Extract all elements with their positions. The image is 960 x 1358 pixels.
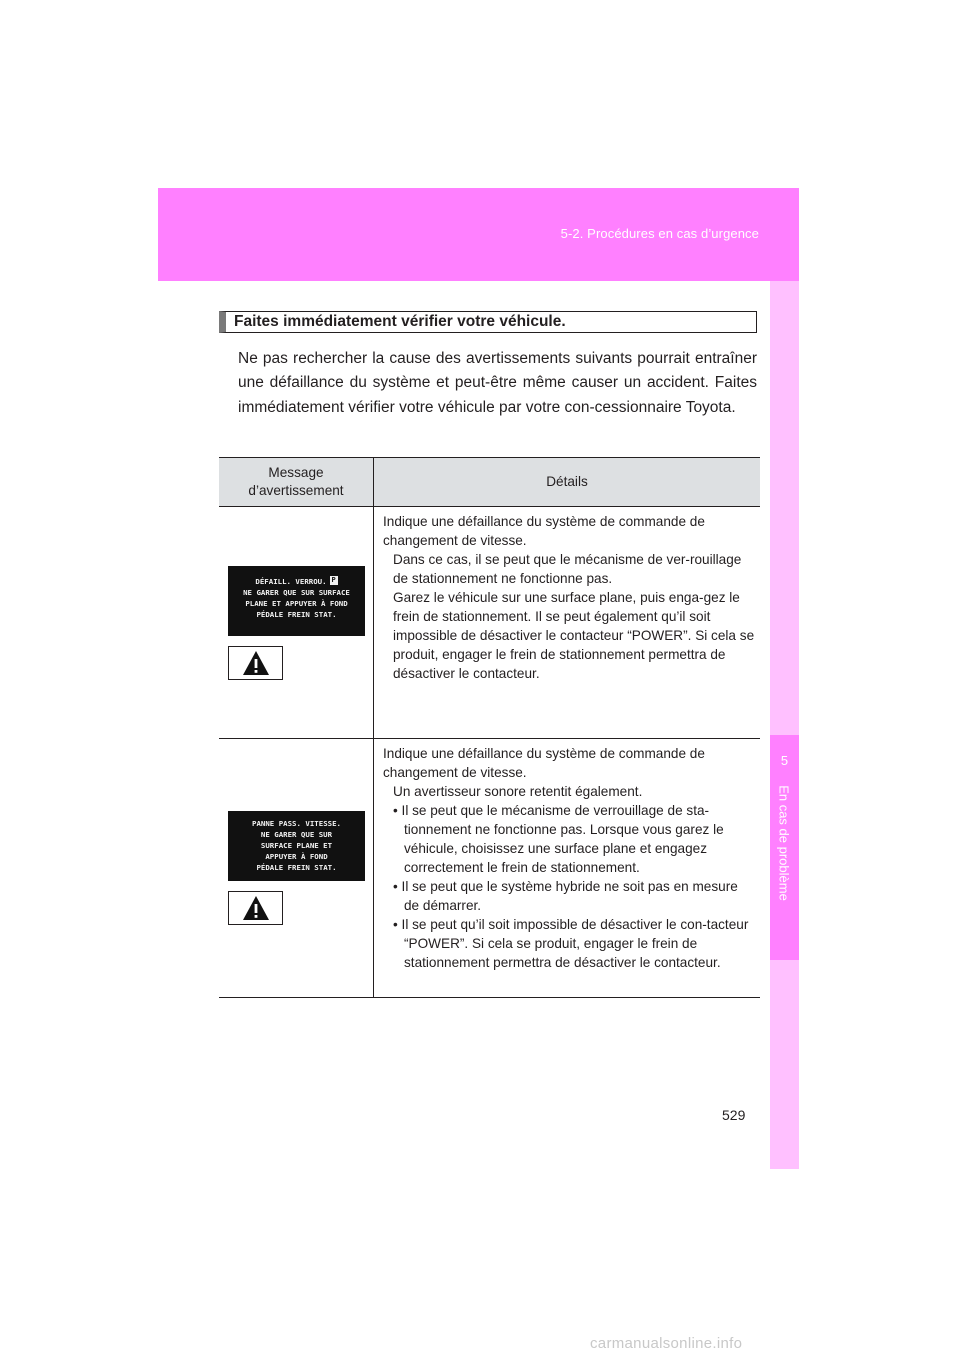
message-cell — [219, 507, 374, 739]
section-heading-text: Faites immédiatement vérifier votre véhicule. — [234, 313, 566, 330]
column-header-details: Détails — [374, 458, 761, 507]
detail-bullet: • Il se peut que le système hybride ne soit pas en mesure de démarrer. — [393, 879, 738, 913]
warning-message-table — [219, 457, 760, 998]
details-cell — [374, 739, 761, 998]
section-label: 5-2. Procédures en cas d’urgence — [560, 226, 759, 241]
table-row — [219, 739, 760, 998]
warning-triangle-icon — [228, 891, 283, 925]
chapter-title-wrap — [770, 0, 799, 1358]
chapter-number: 5 — [780, 753, 789, 768]
section-heading — [219, 311, 757, 333]
parking-badge-icon: P — [331, 575, 336, 584]
screen-text: PANNE PASS. VITESSE. NE GARER QUE SUR SURFACE PLANE ET APPUYER À FOND PÉDALE FREIN STAT. — [252, 819, 341, 872]
detail-line: Un avertisseur sonore retentit également. — [393, 784, 643, 799]
table-row — [219, 507, 760, 739]
intro-paragraph: Ne pas rechercher la cause des avertissements suivants pourrait entraîner une défaillance du système et peut-être même causer un accident. Faites immédiatement vérifier votre véhicule par votre con-cessionnaire Toyota. — [238, 350, 757, 416]
detail-line: Dans ce cas, il se peut que le mécanisme de ver-rouillage de stationnement ne fonctionne pas. — [393, 552, 742, 586]
column-header-message: Message d’avertissement — [219, 458, 374, 507]
message-cell — [219, 739, 374, 998]
chapter-title: En cas de problème — [776, 785, 792, 901]
page-number: 529 — [722, 1107, 746, 1123]
detail-bullet: • Il se peut que le mécanisme de verrouillage de sta-tionnement ne fonctionne pas. Lorsque vous garez le véhicule, choisissez une surface plane et engagez correctement le frein de stationnement. — [393, 803, 724, 875]
watermark: carmanualsonline.info — [590, 1335, 743, 1352]
table-header-row — [219, 458, 760, 507]
warning-display-screen — [228, 566, 365, 636]
screen-text: DÉFAILL. VERROU. P NE GARER QUE SUR SURFACE PLANE ET APPUYER À FOND PÉDALE FREIN STAT. — [243, 575, 350, 619]
detail-line: Garez le véhicule sur une surface plane, puis enga-gez le frein de stationnement. Il se peut également qu’il soit impossible de désactiver le contacteur “POWER”. Si cela se produit, engager le frein de stationnement permettra de désactiver le contacteur. — [393, 590, 755, 681]
detail-lead: Indique une défaillance du système de commande de changement de vitesse. — [383, 514, 705, 548]
details-cell — [374, 507, 761, 739]
detail-lead: Indique une défaillance du système de commande de changement de vitesse. — [383, 746, 705, 780]
warning-triangle-icon — [228, 646, 283, 680]
warning-display-screen — [228, 811, 365, 881]
detail-bullet: • Il se peut qu’il soit impossible de désactiver le con-tacteur “POWER”. Si cela se produit, engager le frein de stationnement permettra de désactiver le contacteur. — [393, 917, 749, 970]
